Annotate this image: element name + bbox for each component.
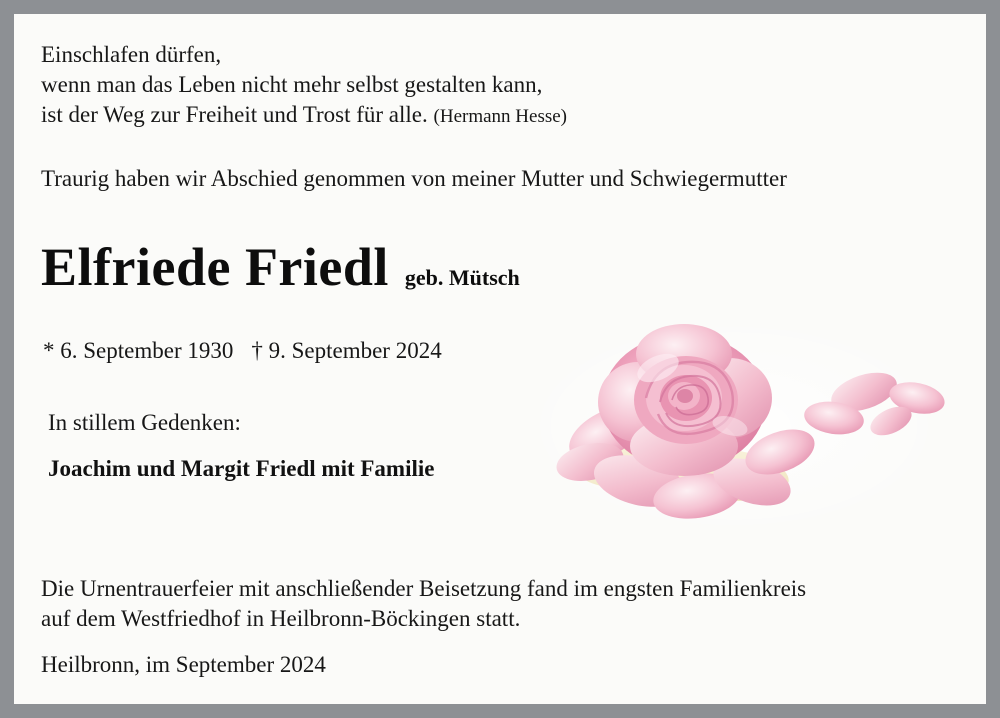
closing-line-1: Die Urnentrauerfeier mit anschließender Beisetzung fand im engsten Familienkreis bbox=[41, 576, 807, 601]
quote-attribution: (Hermann Hesse) bbox=[433, 106, 567, 127]
deceased-name: Elfriede Friedl bbox=[41, 237, 389, 297]
death-date: † 9. September 2024 bbox=[251, 338, 442, 363]
intro-text: Traurig haben wir Abschied genommen von meiner Mutter und Schwiegermutter bbox=[41, 166, 787, 191]
deceased-maiden-name: geb. Mütsch bbox=[404, 265, 520, 290]
family-names: Joachim und Margit Friedl mit Familie bbox=[48, 456, 435, 481]
place-and-date: Heilbronn, im September 2024 bbox=[41, 652, 326, 677]
quote-line-3: ist der Weg zur Freiheit und Trost für alle. bbox=[41, 102, 428, 127]
quote-line-2: wenn man das Leben nicht mehr selbst gestalten kann, bbox=[41, 72, 543, 97]
deceased-name-row bbox=[41, 236, 520, 298]
closing-text bbox=[41, 574, 961, 634]
pink-rose-icon bbox=[534, 306, 964, 536]
quote-line-3-wrap bbox=[41, 100, 741, 132]
memorial-quote bbox=[41, 40, 741, 132]
obituary-inner bbox=[14, 14, 986, 704]
life-dates bbox=[43, 338, 442, 364]
birth-date: * 6. September 1930 bbox=[43, 338, 234, 363]
memory-label: In stillem Gedenken: bbox=[48, 410, 241, 435]
quote-line-1: Einschlafen dürfen, bbox=[41, 42, 222, 67]
obituary-card bbox=[14, 14, 986, 704]
closing-line-2: auf dem Westfriedhof in Heilbronn-Böckingen statt. bbox=[41, 606, 521, 631]
